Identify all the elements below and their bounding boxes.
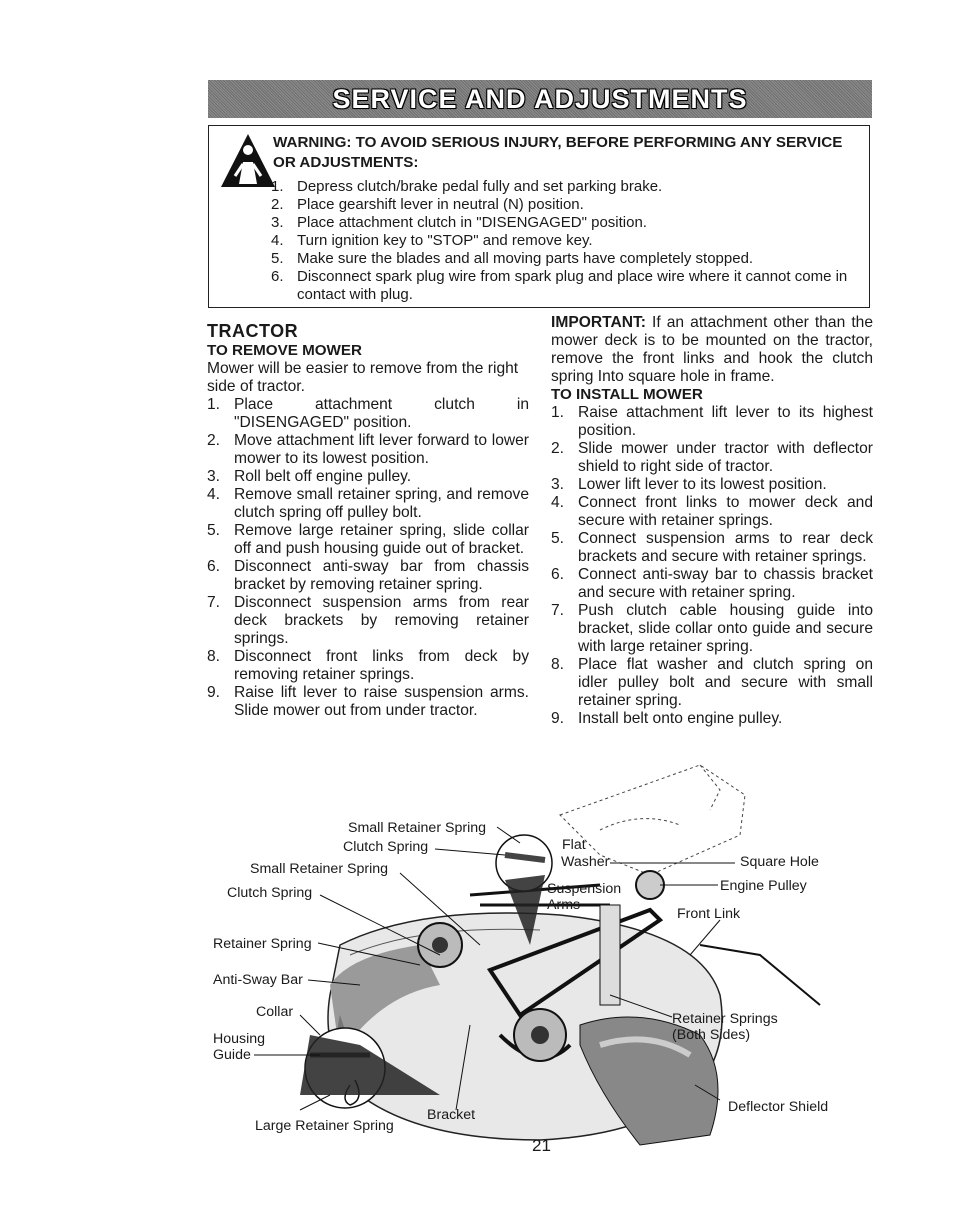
remove-step-number: 7. [207,594,221,611]
remove-step-number: 5. [207,522,221,539]
install-step-item [551,476,873,494]
warning-step-text: Make sure the blades and all moving parts have completely stopped. [297,250,754,267]
warning-step-item [271,250,861,268]
remove-step-text: Place attachment clutch in "DISENGAGED" position. [234,396,529,431]
mower-diagram [0,755,954,1155]
install-step-number: 8. [551,656,565,673]
remove-intro: Mower will be easier to remove from the right side of tractor. [207,360,519,395]
warning-step-item [271,196,861,214]
left-column [207,320,529,720]
remove-step-text: Remove small retainer spring, and remove clutch spring off pulley bolt. [234,486,529,521]
warning-box [208,125,870,308]
install-step-number: 4. [551,494,565,511]
label-small-retainer-spring: Small Retainer Spring [250,861,388,877]
install-step-number: 7. [551,602,565,619]
label-collar: Collar [256,1004,294,1020]
install-step-item [551,494,873,530]
label-flat: Flat [562,837,586,853]
label-arms: Arms [547,897,581,913]
install-step-text: Connect suspension arms to rear deck brackets and secure with retainer springs. [578,530,873,565]
install-step-number: 2. [551,440,565,457]
label-both-sides: (Both Sides) [672,1027,751,1043]
remove-step-text: Raise lift lever to raise suspension arms. Slide mower out from under tractor. [234,684,529,719]
install-steps [551,404,873,728]
remove-step-number: 8. [207,648,221,665]
remove-step-number: 6. [207,558,221,575]
remove-step-text: Roll belt off engine pulley. [234,468,412,485]
remove-mower-heading: TO REMOVE MOWER [207,342,362,359]
warning-list [271,178,861,304]
warning-step-text: Place attachment clutch in "DISENGAGED" position. [297,214,647,231]
section-banner [208,80,872,118]
label-housing: Housing [213,1031,266,1047]
warning-step-text: Disconnect spark plug wire from spark plug and place wire where it cannot come in contact with plug. [297,268,848,303]
warning-step-text: Place gearshift lever in neutral (N) position. [297,196,584,213]
label-washer: Washer [561,854,610,870]
important-note [551,314,873,386]
install-step-text: Push clutch cable housing guide into bracket, slide collar onto guide and secure with large retainer spring. [578,602,873,655]
warning-step-number: 6. [271,268,284,285]
label-clutch-spring: Clutch Spring [227,885,313,901]
label-guide: Guide [213,1047,251,1063]
install-step-text: Install belt onto engine pulley. [578,710,783,727]
remove-step-text: Disconnect anti-sway bar from chassis bracket by removing retainer spring. [234,558,529,593]
install-step-item [551,566,873,602]
install-step-item [551,710,873,728]
important-label: IMPORTANT: [551,314,646,331]
label-clutch-spring-top: Clutch Spring [343,839,429,855]
label-retainer-springs: Retainer Springs [672,1011,778,1027]
install-step-number: 3. [551,476,565,493]
warning-step-number: 5. [271,250,284,267]
warning-step-text: Turn ignition key to "STOP" and remove key. [297,232,593,249]
install-step-text: Slide mower under tractor with deflector shield to right side of tractor. [578,440,873,475]
warning-triangle-icon [219,132,277,190]
label-small-retainer-spring-top: Small Retainer Spring [348,820,486,836]
remove-step-item [207,558,529,594]
install-step-text: Raise attachment lift lever to its highest position. [578,404,873,439]
label-front-link: Front Link [677,906,741,922]
warning-step-item [271,232,861,250]
install-step-number: 5. [551,530,565,547]
warning-step-number: 3. [271,214,284,231]
install-step-item [551,656,873,710]
remove-step-text: Disconnect front links from deck by removing retainer springs. [234,648,529,683]
warning-step-item [271,268,861,304]
install-step-item [551,440,873,476]
remove-step-item [207,468,529,486]
remove-step-item [207,486,529,522]
install-step-item [551,602,873,656]
warning-step-text: Depress clutch/brake pedal fully and set parking brake. [297,178,663,195]
install-step-item [551,530,873,566]
install-step-text: Connect anti-sway bar to chassis bracket and secure with retainer spring. [578,566,873,601]
label-suspension: Suspension [547,881,622,897]
tractor-heading: TRACTOR [207,321,299,341]
page-number: 21 [532,1136,551,1155]
warning-step-number: 4. [271,232,284,249]
remove-steps [207,396,529,720]
warning-step-number: 2. [271,196,284,213]
section-title: SERVICE AND ADJUSTMENTS [332,83,748,114]
remove-step-text: Remove large retainer spring, slide collar off and push housing guide out of bracket. [234,522,529,557]
warning-step-number: 1. [271,178,284,195]
warning-step-item [271,214,861,232]
remove-step-item [207,684,529,720]
remove-step-text: Disconnect suspension arms from rear deck brackets by removing retainer springs. [234,594,529,647]
label-deflector-shield: Deflector Shield [728,1099,829,1115]
install-step-text: Place flat washer and clutch spring on idler pulley bolt and secure with small retainer spring. [578,656,873,709]
label-bracket: Bracket [427,1107,476,1123]
warning-step-item [271,178,861,196]
remove-step-item [207,648,529,684]
remove-step-number: 2. [207,432,221,449]
label-square-hole: Square Hole [740,854,819,870]
label-engine-pulley: Engine Pulley [720,878,807,894]
remove-step-item [207,522,529,558]
remove-step-number: 9. [207,684,221,701]
label-retainer-spring: Retainer Spring [213,936,312,952]
remove-step-item [207,396,529,432]
install-step-text: Connect front links to mower deck and secure with retainer springs. [578,494,873,529]
label-large-retainer-spring: Large Retainer Spring [255,1118,394,1134]
remove-step-number: 4. [207,486,221,503]
install-step-number: 1. [551,404,565,421]
remove-step-item [207,594,529,648]
install-step-text: Lower lift lever to its lowest position. [578,476,827,493]
install-mower-heading: TO INSTALL MOWER [551,386,703,403]
install-step-item [551,404,873,440]
remove-step-text: Move attachment lift lever forward to lower mower to its lowest position. [234,432,529,467]
install-step-number: 6. [551,566,565,583]
install-step-number: 9. [551,710,565,727]
remove-step-number: 1. [207,396,221,413]
mower-illustration [0,755,954,1155]
remove-step-number: 3. [207,468,221,485]
label-anti-sway-bar: Anti-Sway Bar [213,972,303,988]
warning-title: WARNING: TO AVOID SERIOUS INJURY, BEFORE PERFORMING ANY SERVICE OR ADJUSTMENTS: [273,134,843,171]
right-column [551,314,873,728]
important-text: If an attachment other than the mower deck is to be mounted on the tractor, remove the front links and hook the clutch spring Into square hole in frame. [551,314,873,385]
remove-step-item [207,432,529,468]
